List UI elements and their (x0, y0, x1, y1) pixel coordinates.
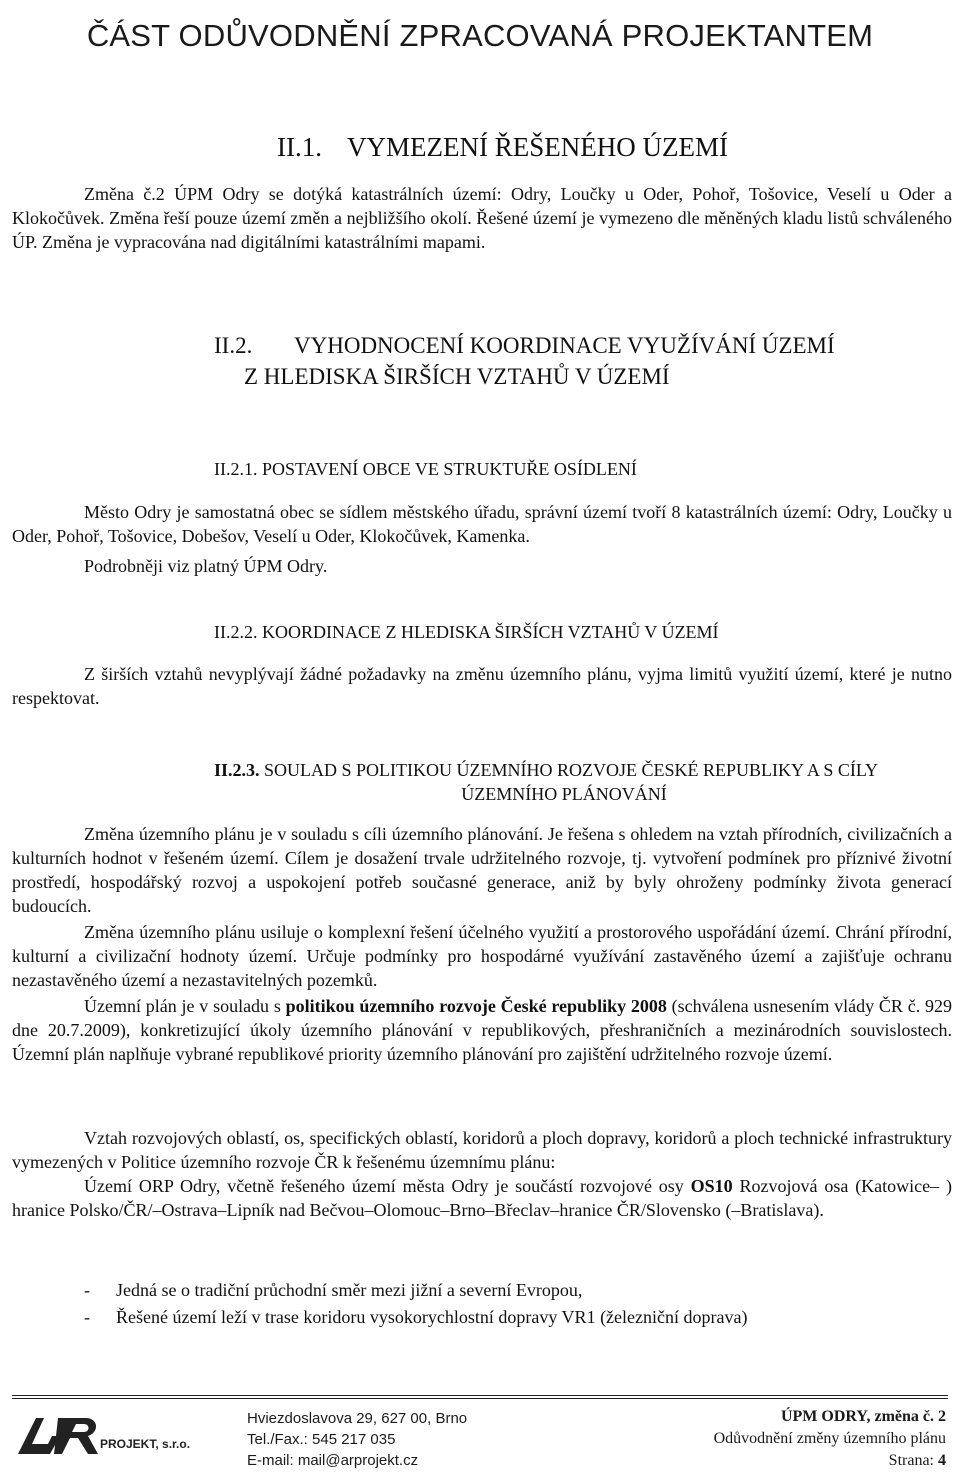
subsection-title-line2: ÚZEMNÍHO PLÁNOVÁNÍ (461, 784, 667, 804)
subsection-number: II.2.3. (214, 760, 260, 780)
list-dash: - (84, 1280, 90, 1300)
footer-page (714, 1450, 946, 1472)
company-name: PROJEKT, s.r.o. (100, 1437, 191, 1451)
page-title: ČÁST ODŮVODNĚNÍ ZPRACOVANÁ PROJEKTANTEM (86, 18, 874, 53)
subsection2-paragraph: Z širších vztahů nevyplývají žádné požadavky na změnu územního plánu, vyjma limitů využití území, které je nutno respektovat. (12, 664, 952, 708)
subsection-heading-2: II.2.2. KOORDINACE Z HLEDISKA ŠIRŠÍCH VZTAHŮ V ÚZEMÍ (214, 622, 719, 642)
page-label: Strana: (888, 1452, 938, 1469)
footer-doc-subtitle: Odůvodnění změny územního plánu (713, 1430, 946, 1447)
section-title-line2: Z HLEDISKA ŠIRŠÍCH VZTAHŮ V ÚZEMÍ (244, 364, 670, 389)
section-heading-2 (214, 330, 835, 392)
subsection3-paragraph2: Změna územního plánu usiluje o komplexní řešení účelného využití a prostorového uspořádání území. Chrání přírodní, kulturní a civilizační hodnoty území. Určuje podmínky pro hospodárné využívání zastavěného území a zajišťuje ochranu nezastavěného území a nezastavitelných pozemků. (12, 922, 952, 990)
section-heading-1 (277, 132, 728, 163)
subsection3-paragraph3 (12, 994, 952, 1066)
para3-text-a: Územní plán je v souladu s (84, 996, 286, 1016)
footer-doc-info (714, 1406, 946, 1472)
footer-divider (12, 1395, 948, 1396)
subsection3-paragraph1: Změna územního plánu je v souladu s cíli územního plánování. Je řešena s ohledem na vztah přírodních, civilizačních a kulturních hodnot v řešeném území. Cílem je dosažení trvale udržitelného rozvoje, tj. vytvoření podmínek pro příznivé životní prostředí, hospodářský rozvoj a uspokojení potřeb současné generace, aniž by byly ohroženy podmínky života generací budoucích. (12, 824, 952, 916)
para3-text-b: (schválena usnesením vlády ČR č. 929 dne 20.7.2009), konkretizující úkoly územního plánování v republikových, přeshraničních a mezinárodních souvislostech. Územní plán naplňuje vybrané republikové priority územního plánování pro zajištění udržitelného rozvoje území. (12, 996, 952, 1064)
footer-phone: Tel./Fax.: 545 217 035 (247, 1431, 396, 1448)
section-number: II.1. (277, 132, 322, 162)
para5-bold: OS10 (690, 1176, 733, 1196)
footer-divider (12, 1398, 948, 1399)
para3-bold: politikou územního rozvoje České republiky 2008 (285, 996, 667, 1016)
subsection-title-line1: SOULAD S POLITIKOU ÚZEMNÍHO ROZVOJE ČESKÉ REPUBLIKY A S CÍLY (264, 760, 879, 780)
subsection1-paragraph2: Podrobněji viz platný ÚPM Odry. (84, 556, 328, 576)
section-number: II.2. (214, 333, 253, 358)
section-title-line1: VYHODNOCENÍ KOORDINACE VYUŽÍVÁNÍ ÚZEMÍ (294, 333, 835, 358)
footer-email: E-mail: mail@arprojekt.cz (247, 1452, 419, 1469)
list-item (84, 1304, 747, 1331)
section1-paragraph: Změna č.2 ÚPM Odry se dotýká katastrálních území: Odry, Loučky u Oder, Pohoř, Tošovice, Veselí u Oder a Klokočůvek. Změna řeší pouze území změn a nejbližšího okolí. Řešené území je vymezeno dle měněných kladu listů schváleného ÚP. Změna je vypracována nad digitálními katastrálními mapami. (12, 184, 952, 252)
list-item-text: Řešené území leží v trase koridoru vysokorychlostní dopravy VR1 (železniční doprava) (116, 1307, 748, 1327)
bullet-list (84, 1277, 747, 1331)
list-item (84, 1277, 747, 1304)
para5-text-b: Rozvojová osa (Katowice– ) hranice Polsko/ČR/–Ostrava–Lipník nad Bečvou–Olomouc–Brno–Břeclav–hranice ČR/Slovensko (–Bratislava). (12, 1176, 952, 1220)
list-dash: - (84, 1307, 90, 1327)
section-title: VYMEZENÍ ŘEŠENÉHO ÚZEMÍ (347, 132, 728, 162)
subsection3-paragraph4: Vztah rozvojových oblastí, os, specifických oblastí, koridorů a ploch dopravy, koridorů a ploch technické infrastruktury vymezených v Politice územního rozvoje ČR k řešenému územnímu plánu: (12, 1128, 952, 1172)
footer-doc-title: ÚPM ODRY, změna č. 2 (780, 1408, 946, 1425)
list-item-text: Jedná se o tradiční průchodní směr mezi jižní a severní Evropou, (116, 1280, 583, 1300)
para5-text-a: Území ORP Odry, včetně řešeného území města Odry je součástí rozvojové osy (84, 1176, 691, 1196)
page-number: 4 (938, 1452, 946, 1469)
footer-address-block (247, 1408, 467, 1471)
subsection3-paragraph5 (12, 1174, 952, 1222)
footer-address: Hviezdoslavova 29, 627 00, Brno (247, 1410, 468, 1427)
subsection-heading-3 (214, 758, 914, 806)
company-logo-icon (14, 1410, 134, 1460)
subsection1-paragraph: Město Odry je samostatná obec se sídlem městského úřadu, správní území tvoří 8 katastrálních území: Odry, Loučky u Oder, Pohoř, Tošovice, Dobešov, Veselí u Oder, Klokočůvek, Kamenka. (12, 502, 952, 546)
subsection-heading-1: II.2.1. POSTAVENÍ OBCE VE STRUKTUŘE OSÍDLENÍ (214, 459, 637, 479)
